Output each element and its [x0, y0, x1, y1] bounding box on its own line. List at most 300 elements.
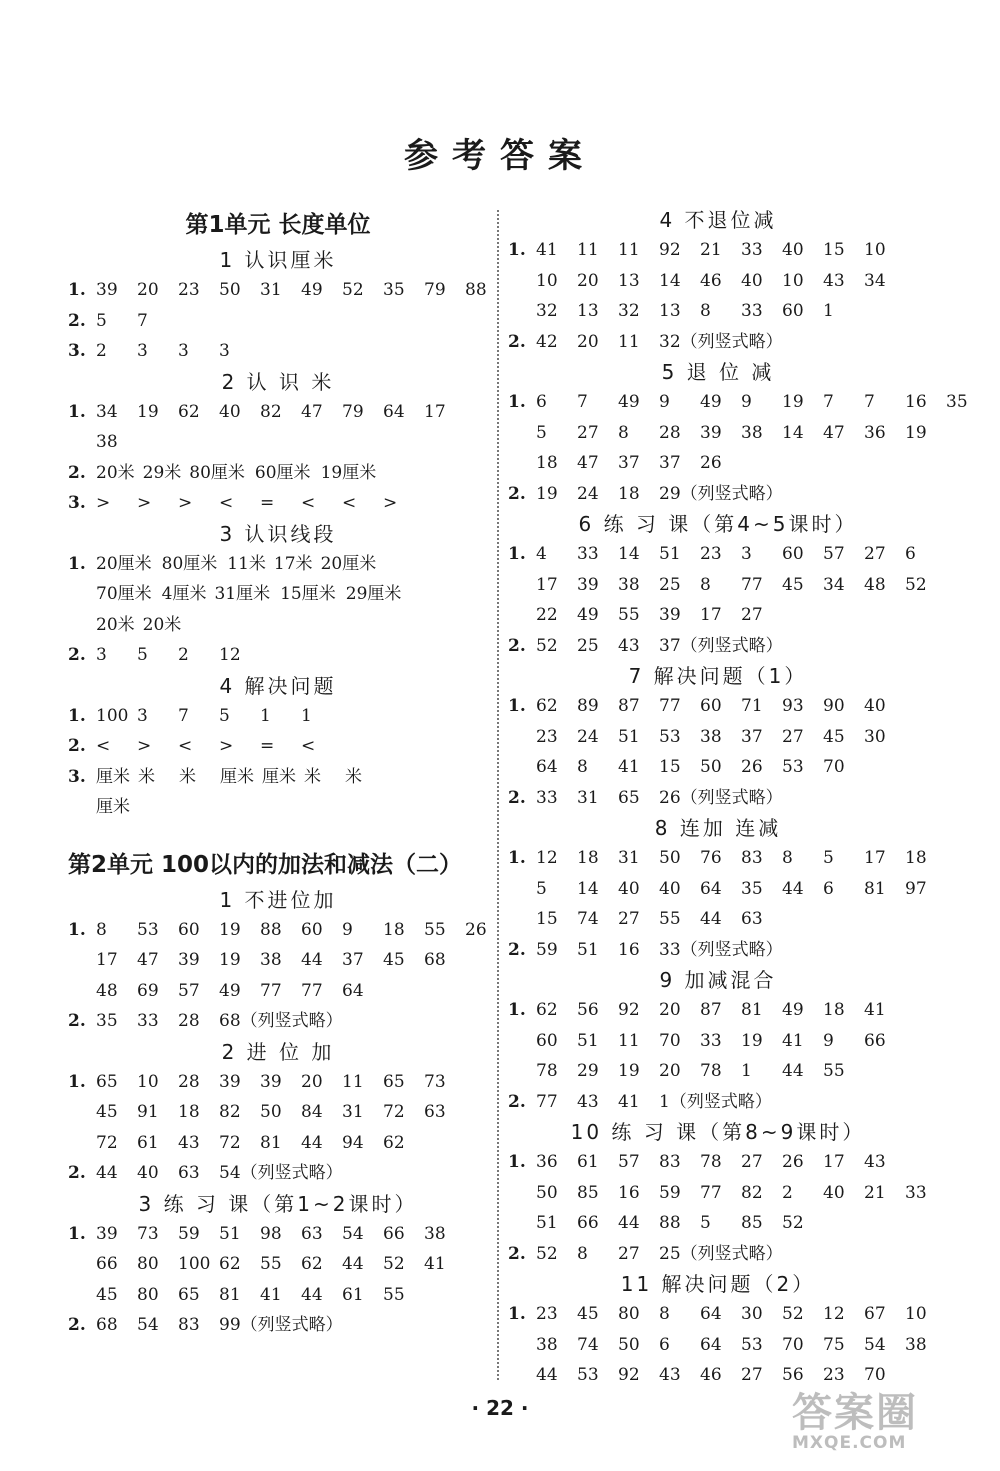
answer-value: 29米 [142, 462, 182, 483]
answer-value: 75 [823, 1334, 845, 1355]
answer-value: 19 [137, 401, 159, 422]
answer-value: 29 [577, 1061, 599, 1081]
answer-value: 87 [700, 1000, 722, 1020]
answer-item [508, 479, 928, 510]
answer-value: 37 [741, 726, 763, 747]
answer-value: 45 [383, 950, 405, 970]
answer-value: 10 [137, 1071, 159, 1092]
answer-value: 74 [577, 909, 599, 929]
answer-value: 36 [864, 422, 886, 443]
answer-number: 2. [508, 331, 526, 352]
lesson-heading: 8 连加 连减 [654, 816, 782, 840]
answer-value: 91 [137, 1102, 159, 1122]
answer-value: 64 [700, 1334, 722, 1355]
answer-value: 45 [823, 726, 845, 747]
answer-value: 8 [577, 1243, 588, 1264]
lesson-heading: 3 认识线段 [219, 521, 337, 546]
answer-value: 10 [536, 270, 558, 291]
answer-value: 53 [782, 757, 804, 777]
answer-value: 27 [618, 1243, 640, 1264]
answer-line [536, 995, 928, 1026]
answer-value: 80 [137, 1254, 159, 1274]
answer-item [68, 1006, 488, 1037]
answer-value: 39 [96, 1223, 118, 1244]
answer-value: 7 [864, 392, 875, 412]
answer-value: 3 [219, 341, 230, 361]
answer-value: 17 [424, 401, 446, 422]
answer-value: 62 [383, 1132, 405, 1153]
answer-value: 48 [864, 574, 886, 595]
answer-value: 3 [137, 341, 148, 361]
answer-value: 8 [700, 574, 711, 595]
lesson-heading: 11 解决问题（2） [620, 1272, 816, 1296]
answer-value: 40 [823, 1182, 845, 1203]
answer-value: 10 [864, 240, 886, 260]
answer-value: > [219, 736, 234, 756]
answer-value: 77 [301, 980, 323, 1001]
answer-line [96, 458, 488, 489]
answer-value: 20 [301, 1071, 323, 1092]
answer-value: 22 [536, 605, 558, 625]
answer-value: 66 [96, 1254, 118, 1274]
answer-value: 62 [219, 1254, 241, 1274]
answer-value: 40 [782, 240, 804, 260]
answer-line [536, 479, 928, 510]
answer-value: 56 [577, 1000, 599, 1020]
answer-number: 1. [68, 705, 86, 726]
answer-value: 76 [700, 848, 722, 868]
answer-value: 1 [741, 1061, 752, 1081]
answer-value: 20厘米 [320, 553, 377, 574]
answer-value: 39 [178, 950, 200, 970]
answer-value: 92 [618, 1000, 640, 1020]
answer-line [96, 306, 488, 337]
answer-value: 49 [219, 980, 241, 1001]
answer-value: 43 [659, 1365, 681, 1385]
answer-number: 2. [508, 939, 526, 960]
answer-value: 20米 [96, 462, 135, 483]
answer-value: 60 [782, 544, 804, 564]
answer-value: 38 [424, 1223, 446, 1244]
answer-value: 厘米 [220, 766, 254, 787]
answer-value: 65 [178, 1284, 200, 1305]
answer-value: 35 [946, 392, 968, 412]
answer-value: 4 [536, 544, 547, 564]
answer-value: 93 [782, 696, 804, 716]
answer-value: 79 [342, 401, 364, 422]
answer-number: 1. [68, 401, 86, 422]
answer-item [68, 1067, 488, 1159]
answer-value: 27 [577, 422, 599, 443]
answer-line [536, 691, 928, 722]
answer-item [68, 1158, 488, 1189]
answer-value: 5 [219, 705, 230, 726]
answer-item [68, 915, 488, 1007]
answer-item [68, 731, 488, 762]
answer-value: 65 [618, 787, 640, 808]
answer-value: > [383, 493, 398, 513]
answer-value: 50 [700, 757, 722, 777]
answer-value: 74 [577, 1334, 599, 1355]
answer-value: 59 [178, 1223, 200, 1244]
answer-value: 51 [219, 1223, 241, 1244]
answer-value: 53 [741, 1334, 763, 1355]
answer-value: 33 [905, 1182, 927, 1203]
answer-value: 9 [659, 392, 670, 412]
answer-value: 44 [301, 1132, 323, 1153]
answer-value: 45 [782, 574, 804, 595]
answer-number: 1. [508, 848, 526, 868]
answer-value: 88 [260, 919, 282, 940]
answer-line [536, 904, 946, 935]
answer-value: 44 [782, 878, 804, 899]
answer-value: 23 [700, 544, 722, 564]
answer-value: 13 [618, 270, 640, 291]
answer-number: 2. [508, 483, 526, 504]
answer-value: < [219, 493, 234, 513]
answer-value: 15 [536, 909, 558, 929]
answer-value: 26 [465, 919, 487, 940]
answer-line [536, 935, 928, 966]
answer-value: 62 [536, 1000, 558, 1020]
answer-value: 35 [96, 1011, 118, 1031]
answer-value: 51 [577, 939, 599, 960]
answer-value: 15厘米 [280, 584, 336, 604]
answer-value: 43 [577, 1091, 599, 1112]
section-spacer [68, 823, 488, 845]
answer-value: 1 [301, 705, 312, 726]
answer-number: 2. [508, 635, 526, 656]
answer-value: 39 [96, 280, 118, 300]
answer-value: 20米 [142, 614, 182, 635]
answer-number: 1. [68, 280, 86, 300]
answer-value: 87 [618, 696, 640, 716]
answer-number: 2. [508, 787, 526, 808]
answer-value: 3 [178, 341, 189, 361]
answer-value: 38 [741, 422, 763, 443]
answer-value: 33 [700, 1030, 722, 1051]
answer-number: 1. [508, 1000, 526, 1020]
answer-value: 47 [823, 422, 845, 443]
answer-value: 5 [700, 1213, 711, 1233]
answer-value: 10 [782, 270, 804, 291]
answer-value: 38 [536, 1334, 558, 1355]
answer-value: 12 [219, 645, 241, 665]
right-column [508, 205, 968, 1391]
answer-item [68, 488, 488, 519]
answer-value: 50 [536, 1182, 558, 1203]
answer-value: 18 [618, 483, 640, 504]
answer-line [96, 1158, 488, 1189]
answer-value: 38 [700, 726, 722, 747]
answer-value: 50 [219, 280, 241, 300]
answer-value: 66 [383, 1223, 405, 1244]
answer-value: 52 [905, 574, 927, 595]
answer-line [536, 418, 987, 449]
answer-value: 18 [178, 1102, 200, 1122]
answer-value: 40 [219, 401, 241, 422]
answer-value: 84 [301, 1102, 323, 1122]
answer-value: 25 [659, 574, 681, 595]
answer-value: 21 [864, 1182, 886, 1203]
answer-value: 54 [342, 1223, 364, 1244]
answer-value: 米 [304, 766, 321, 787]
answer-value: < [96, 736, 111, 756]
answer-value: 66 [577, 1213, 599, 1233]
answer-item [508, 235, 928, 327]
answer-value: 59 [659, 1182, 681, 1203]
answer-value: 53 [659, 726, 681, 747]
answer-number: 1. [68, 1071, 86, 1092]
answer-value: 厘米 [96, 766, 130, 787]
answer-item [508, 935, 928, 966]
answer-value: > [178, 493, 193, 513]
answer-value: 39 [659, 605, 681, 625]
answer-line [96, 1067, 488, 1098]
watermark-logo [792, 1390, 982, 1457]
answer-item [68, 701, 488, 732]
answer-value: 97 [905, 878, 927, 899]
answer-value: 33（列竖式略） [659, 939, 783, 960]
answer-value: 43 [823, 270, 845, 291]
answer-line [96, 275, 506, 306]
answer-value: 78 [700, 1152, 722, 1172]
answer-value: 70厘米 [96, 584, 152, 604]
answer-value: 37 [659, 453, 681, 473]
answer-value: 31 [260, 280, 282, 300]
answer-value: 44 [618, 1213, 640, 1233]
answer-value: 56 [782, 1365, 804, 1385]
answer-value: > [96, 493, 111, 513]
answer-value: 17 [823, 1152, 845, 1172]
answer-value: 80 [618, 1304, 640, 1324]
answer-value: 50 [260, 1102, 282, 1122]
answer-value: = [260, 736, 275, 756]
answer-value: 44 [536, 1365, 558, 1385]
lesson-heading: 1 认识厘米 [219, 248, 337, 272]
answer-value: 12 [536, 848, 558, 868]
answer-value: 45 [96, 1102, 118, 1122]
answer-line [536, 722, 928, 753]
answer-value: 2 [782, 1182, 793, 1203]
watermark-url: MXQE.COM [792, 1433, 907, 1453]
answer-value: 83 [178, 1315, 200, 1335]
answer-value: 38 [905, 1334, 927, 1355]
answer-value: 62 [301, 1254, 323, 1274]
answer-item [508, 327, 928, 358]
answer-value: 45 [96, 1284, 118, 1305]
answer-value: 62 [536, 696, 558, 716]
answer-value: 40 [137, 1163, 159, 1183]
answer-value: 89 [577, 696, 599, 716]
left-column [68, 205, 488, 1341]
answer-number: 3. [68, 766, 86, 787]
answer-line [96, 1280, 488, 1311]
column-divider [497, 210, 499, 1380]
answer-value: 6 [823, 878, 834, 899]
answer-value: 52 [782, 1304, 804, 1324]
answer-value: 34 [823, 574, 845, 595]
answer-value: 8 [659, 1304, 670, 1324]
answer-value: 4厘米 [161, 584, 207, 604]
answer-item [508, 1147, 928, 1239]
answer-value: 81 [864, 878, 886, 899]
answer-value: 54 [137, 1315, 159, 1335]
answer-value: 81 [260, 1132, 282, 1153]
answer-value: 54（列竖式略） [219, 1163, 343, 1183]
answer-value: 70 [864, 1365, 886, 1385]
answer-value: 11米 [227, 553, 266, 574]
answer-value: 69 [137, 980, 159, 1001]
answer-line [536, 1178, 946, 1209]
answer-value: > [137, 736, 152, 756]
answer-value: 55 [618, 605, 640, 625]
answer-line [536, 783, 928, 814]
answer-value: 57 [178, 980, 200, 1001]
answer-value: 25 [577, 635, 599, 656]
answer-value: 52 [342, 280, 364, 300]
answer-value: 27 [782, 726, 804, 747]
answer-value: 20 [577, 331, 599, 352]
answer-line [536, 631, 928, 662]
answer-value: 20 [659, 1000, 681, 1020]
answer-value: 39 [577, 574, 599, 595]
answer-value: 68 [96, 1315, 118, 1335]
answer-value: 70 [782, 1334, 804, 1355]
answer-number: 2. [508, 1243, 526, 1264]
answer-number: 3. [68, 341, 86, 361]
answer-value: 52 [383, 1254, 405, 1274]
answer-item [508, 1087, 928, 1118]
answer-line [536, 327, 928, 358]
answer-value: 40 [618, 878, 640, 899]
answer-value: 41 [782, 1030, 804, 1051]
answer-value: 51 [618, 726, 640, 747]
answer-value: 45 [577, 1304, 599, 1324]
answer-value: 7 [823, 392, 834, 412]
answer-line [536, 448, 987, 479]
answer-value: 43 [178, 1132, 200, 1153]
answer-value: 80 [137, 1284, 159, 1305]
answer-value: 11 [618, 1030, 640, 1051]
answer-value: 15 [659, 757, 681, 777]
answer-value: 100 [96, 705, 129, 726]
answer-value: 63 [301, 1223, 323, 1244]
answer-line [536, 1239, 928, 1270]
answer-number: 1. [508, 696, 526, 716]
answer-value: 41 [618, 1091, 640, 1112]
answer-value: 米 [138, 766, 155, 787]
answer-value: 5 [536, 422, 547, 443]
answer-value: 15 [823, 240, 845, 260]
answer-value: 14 [618, 544, 640, 564]
answer-value: 23 [536, 726, 558, 747]
answer-value: 19 [905, 422, 927, 443]
answer-value: 23 [178, 280, 200, 300]
answer-item [508, 387, 968, 479]
answer-value: 3 [137, 705, 148, 726]
answer-value: 63 [741, 909, 763, 929]
answer-value: 17米 [273, 553, 313, 574]
answer-line [96, 1097, 488, 1128]
answer-line [536, 843, 946, 874]
answer-value: 64 [383, 401, 405, 422]
answer-value: 33 [536, 787, 558, 808]
answer-value: 9 [823, 1030, 834, 1051]
lesson-heading: 5 退 位 减 [661, 360, 775, 384]
answer-value: 29（列竖式略） [659, 483, 783, 504]
answer-value: 43 [864, 1152, 886, 1172]
answer-value: 27 [741, 1152, 763, 1172]
answer-line [536, 1056, 928, 1087]
answer-value: 70 [823, 757, 845, 777]
answer-value: 33 [741, 301, 763, 321]
answer-value: 80厘米 [161, 553, 218, 574]
answer-value: 28 [178, 1011, 200, 1031]
answer-value: 77 [741, 574, 763, 595]
answer-line [536, 570, 946, 601]
answer-value: 32 [618, 301, 640, 321]
answer-value: 61 [137, 1132, 159, 1153]
answer-value: 44 [700, 909, 722, 929]
answer-line [96, 397, 488, 428]
answer-value: < [342, 493, 357, 513]
answer-value: 14 [659, 270, 681, 291]
answer-value: 50 [618, 1334, 640, 1355]
answer-value: 1 [260, 705, 271, 726]
answer-value: 2 [96, 341, 107, 361]
answer-value: 24 [577, 483, 599, 504]
answer-value: 63 [178, 1163, 200, 1183]
answer-value: 19 [782, 392, 804, 412]
answer-value: 83 [659, 1152, 681, 1172]
answer-value: 49 [301, 280, 323, 300]
answer-value: 33 [577, 544, 599, 564]
answer-value: 66 [864, 1030, 886, 1051]
answer-value: 54 [864, 1334, 886, 1355]
answer-value: 12 [823, 1304, 845, 1324]
answer-value: 44 [301, 1284, 323, 1305]
answer-value: 7 [178, 705, 189, 726]
answer-value: 51 [659, 544, 681, 564]
answer-number: 1. [508, 1304, 526, 1324]
answer-value: 18 [577, 848, 599, 868]
lesson-heading: 1 不进位加 [219, 887, 337, 912]
answer-value: 8 [96, 919, 107, 940]
answer-value: 49 [577, 605, 599, 625]
answer-value: 米 [179, 766, 196, 787]
page-title: 参考答案 [404, 136, 596, 176]
answer-value: 64 [342, 980, 364, 1001]
answer-value: 77 [260, 980, 282, 1001]
answer-value: 5 [96, 310, 107, 331]
answer-value: 29厘米 [345, 584, 402, 604]
answer-item [508, 631, 928, 662]
answer-value: 30 [864, 726, 886, 747]
answer-number: 2. [68, 736, 86, 756]
answer-value: 43 [618, 635, 640, 656]
answer-line [536, 1330, 946, 1361]
answer-value: 14 [782, 422, 804, 443]
answer-value: 57 [823, 544, 845, 564]
answer-value: 48 [96, 980, 118, 1001]
answer-value: 10 [905, 1304, 927, 1324]
answer-item [68, 1219, 488, 1311]
answer-value: 85 [741, 1213, 763, 1233]
answer-value: 81 [219, 1284, 241, 1305]
answer-number: 3. [68, 493, 86, 513]
answer-value: 11 [577, 240, 599, 260]
